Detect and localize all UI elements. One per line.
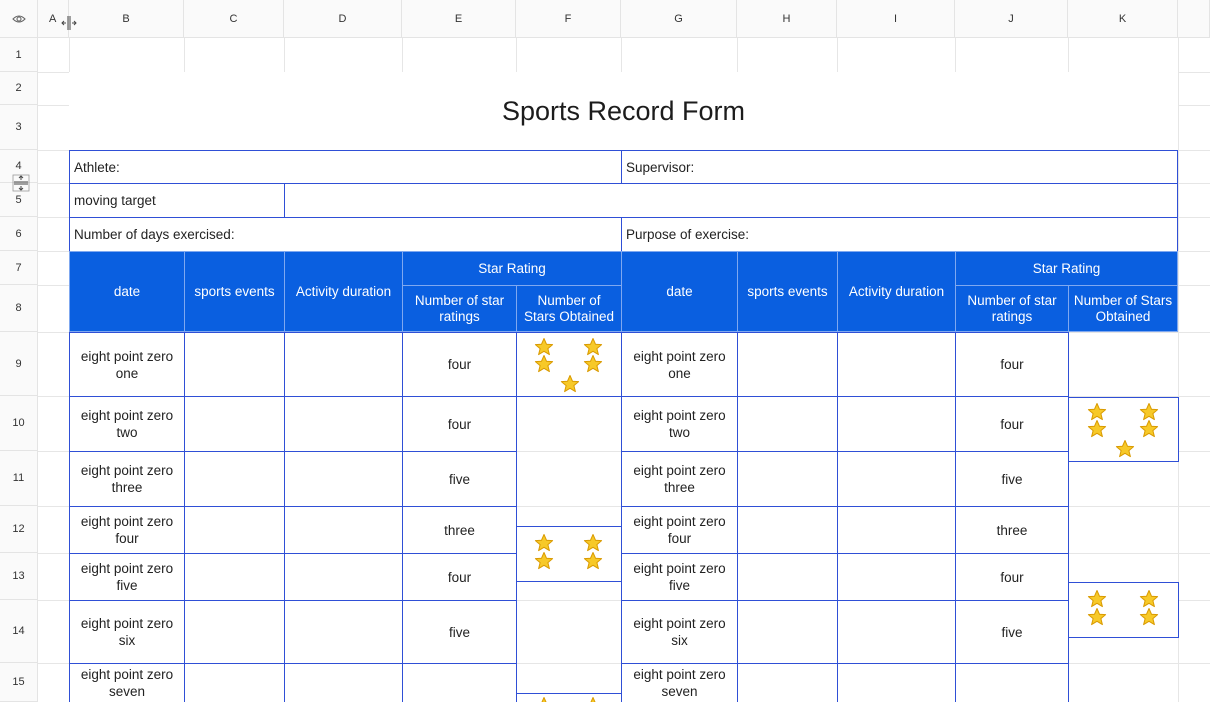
column-header-a[interactable]: A [38, 0, 69, 38]
activity-duration-cell[interactable] [284, 396, 403, 452]
activity-duration-cell[interactable] [284, 600, 403, 664]
star-icon [560, 374, 580, 394]
sports-events-cell[interactable] [184, 553, 285, 601]
header-num-stars-obtained-2[interactable]: Number of Stars Obtained [1068, 285, 1178, 332]
header-num-star-ratings-2[interactable]: Number of star ratings [955, 285, 1069, 332]
header-sports-events-2[interactable]: sports events [737, 251, 838, 332]
column-header-empty[interactable] [1178, 0, 1210, 38]
column-header-b[interactable]: B [69, 0, 184, 38]
star-icon [1115, 439, 1135, 459]
column-header-h[interactable]: H [737, 0, 837, 38]
star-icon [1139, 607, 1159, 627]
days-exercised-label[interactable]: Number of days exercised: [69, 217, 622, 252]
row-header-4[interactable]: 4 [0, 150, 38, 183]
date-cell-2[interactable]: eight point zero six [621, 600, 738, 664]
header-star-rating[interactable]: Star Rating [402, 251, 622, 286]
column-resize-icon[interactable] [60, 14, 78, 32]
moving-target-cell[interactable]: moving target [69, 183, 285, 218]
activity-duration-cell-2[interactable] [837, 396, 956, 452]
row-header-6[interactable]: 6 [0, 217, 38, 251]
header-star-rating-2[interactable]: Star Rating [955, 251, 1178, 286]
star-rating-count-cell-2[interactable]: four [955, 396, 1069, 452]
sports-events-cell-2[interactable] [737, 396, 838, 452]
column-header-g[interactable]: G [621, 0, 737, 38]
moving-target-value-cell[interactable] [284, 183, 1178, 218]
eye-icon[interactable] [12, 14, 26, 24]
star-icon [583, 551, 603, 571]
star-rating-count-cell[interactable] [402, 663, 517, 702]
sports-events-cell[interactable] [184, 451, 285, 507]
activity-duration-cell-2[interactable] [837, 553, 956, 601]
sports-events-cell[interactable] [184, 332, 285, 397]
activity-duration-cell-2[interactable] [837, 600, 956, 664]
row-header-9[interactable]: 9 [0, 332, 38, 396]
star-icon [1087, 607, 1107, 627]
row-resize-icon[interactable] [12, 174, 30, 192]
sports-events-cell[interactable] [184, 506, 285, 554]
row-header-10[interactable]: 10 [0, 396, 38, 451]
header-num-stars-obtained[interactable]: Number of Stars Obtained [516, 285, 622, 332]
activity-duration-cell[interactable] [284, 553, 403, 601]
date-cell[interactable]: eight point zero three [69, 451, 185, 507]
star-icon [534, 696, 554, 702]
activity-duration-cell-2[interactable] [837, 663, 956, 702]
activity-duration-cell[interactable] [284, 506, 403, 554]
date-cell-2[interactable]: eight point zero two [621, 396, 738, 452]
stars-obtained-cell[interactable] [516, 332, 622, 397]
star-rating-count-cell-2[interactable] [955, 663, 1069, 702]
header-date[interactable]: date [69, 251, 185, 332]
header-activity-duration[interactable]: Activity duration [284, 251, 403, 332]
date-cell[interactable]: eight point zero two [69, 396, 185, 452]
star-rating-count-cell-2[interactable]: four [955, 553, 1069, 601]
date-cell-2[interactable]: eight point zero seven [621, 663, 738, 702]
sports-events-cell[interactable] [184, 396, 285, 452]
row-header-3[interactable]: 3 [0, 105, 38, 150]
stars-obtained-cell[interactable] [516, 693, 622, 702]
star-rating-count-cell[interactable]: four [402, 553, 517, 601]
star-icon [583, 354, 603, 374]
select-all-corner[interactable] [0, 0, 38, 38]
sports-events-cell-2[interactable] [737, 451, 838, 507]
athlete-label[interactable]: Athlete: [69, 150, 622, 184]
star-icon [583, 696, 603, 702]
date-cell-2[interactable]: eight point zero three [621, 451, 738, 507]
star-rating-count-cell[interactable]: four [402, 396, 517, 452]
purpose-label[interactable]: Purpose of exercise: [621, 217, 1178, 252]
star-rating-count-cell[interactable]: five [402, 600, 517, 664]
date-cell[interactable]: eight point zero one [69, 332, 185, 397]
star-rating-count-cell[interactable]: three [402, 506, 517, 554]
row-header-15[interactable]: 15 [0, 663, 38, 702]
date-cell[interactable]: eight point zero five [69, 553, 185, 601]
date-cell-2[interactable]: eight point zero five [621, 553, 738, 601]
column-header-d[interactable]: D [284, 0, 402, 38]
sports-events-cell-2[interactable] [737, 663, 838, 702]
star-rating-count-cell-2[interactable]: four [955, 332, 1069, 397]
date-cell[interactable]: eight point zero four [69, 506, 185, 554]
activity-duration-cell[interactable] [284, 663, 403, 702]
activity-duration-cell-2[interactable] [837, 506, 956, 554]
row-header-2[interactable]: 2 [0, 72, 38, 105]
stars-obtained-cell-2[interactable] [1068, 582, 1179, 638]
star-icon [534, 551, 554, 571]
date-cell[interactable]: eight point zero six [69, 600, 185, 664]
header-sports-events[interactable]: sports events [184, 251, 285, 332]
star-rating-count-cell[interactable]: five [402, 451, 517, 507]
star-rating-count-cell-2[interactable]: five [955, 451, 1069, 507]
row-header-7[interactable]: 7 [0, 251, 38, 285]
column-header-k[interactable]: K [1068, 0, 1178, 38]
sports-events-cell-2[interactable] [737, 332, 838, 397]
date-cell-2[interactable]: eight point zero four [621, 506, 738, 554]
row-header-8[interactable]: 8 [0, 285, 38, 332]
stars-obtained-cell-2[interactable] [1068, 397, 1179, 462]
row-header-14[interactable]: 14 [0, 600, 38, 663]
star-rating-count-cell[interactable]: four [402, 332, 517, 397]
activity-duration-cell-2[interactable] [837, 451, 956, 507]
row-header-13[interactable]: 13 [0, 553, 38, 600]
page-title: Sports Record Form [69, 72, 1178, 150]
activity-duration-cell-2[interactable] [837, 332, 956, 397]
star-rating-count-cell-2[interactable]: five [955, 600, 1069, 664]
header-date-2[interactable]: date [621, 251, 738, 332]
header-activity-duration-2[interactable]: Activity duration [837, 251, 956, 332]
row-header-11[interactable]: 11 [0, 451, 38, 506]
column-header-j[interactable]: J [955, 0, 1068, 38]
row-header-12[interactable]: 12 [0, 506, 38, 553]
star-icon [534, 354, 554, 374]
sports-events-cell-2[interactable] [737, 553, 838, 601]
row-header-5[interactable]: 5 [0, 183, 38, 217]
star-rating-count-cell-2[interactable]: three [955, 506, 1069, 554]
supervisor-label[interactable]: Supervisor: [621, 150, 1178, 184]
column-header-f[interactable]: F [516, 0, 621, 38]
stars-obtained-cell[interactable] [516, 526, 622, 582]
activity-duration-cell[interactable] [284, 451, 403, 507]
sports-events-cell[interactable] [184, 600, 285, 664]
star-icon [1087, 419, 1107, 439]
sports-events-cell-2[interactable] [737, 506, 838, 554]
date-cell[interactable]: eight point zero seven [69, 663, 185, 702]
header-num-star-ratings[interactable]: Number of star ratings [402, 285, 517, 332]
activity-duration-cell[interactable] [284, 332, 403, 397]
star-icon [1139, 419, 1159, 439]
date-cell-2[interactable]: eight point zero one [621, 332, 738, 397]
row-header-1[interactable]: 1 [0, 38, 38, 72]
sports-events-cell-2[interactable] [737, 600, 838, 664]
column-header-e[interactable]: E [402, 0, 516, 38]
column-header-i[interactable]: I [837, 0, 955, 38]
column-header-c[interactable]: C [184, 0, 284, 38]
sports-events-cell[interactable] [184, 663, 285, 702]
